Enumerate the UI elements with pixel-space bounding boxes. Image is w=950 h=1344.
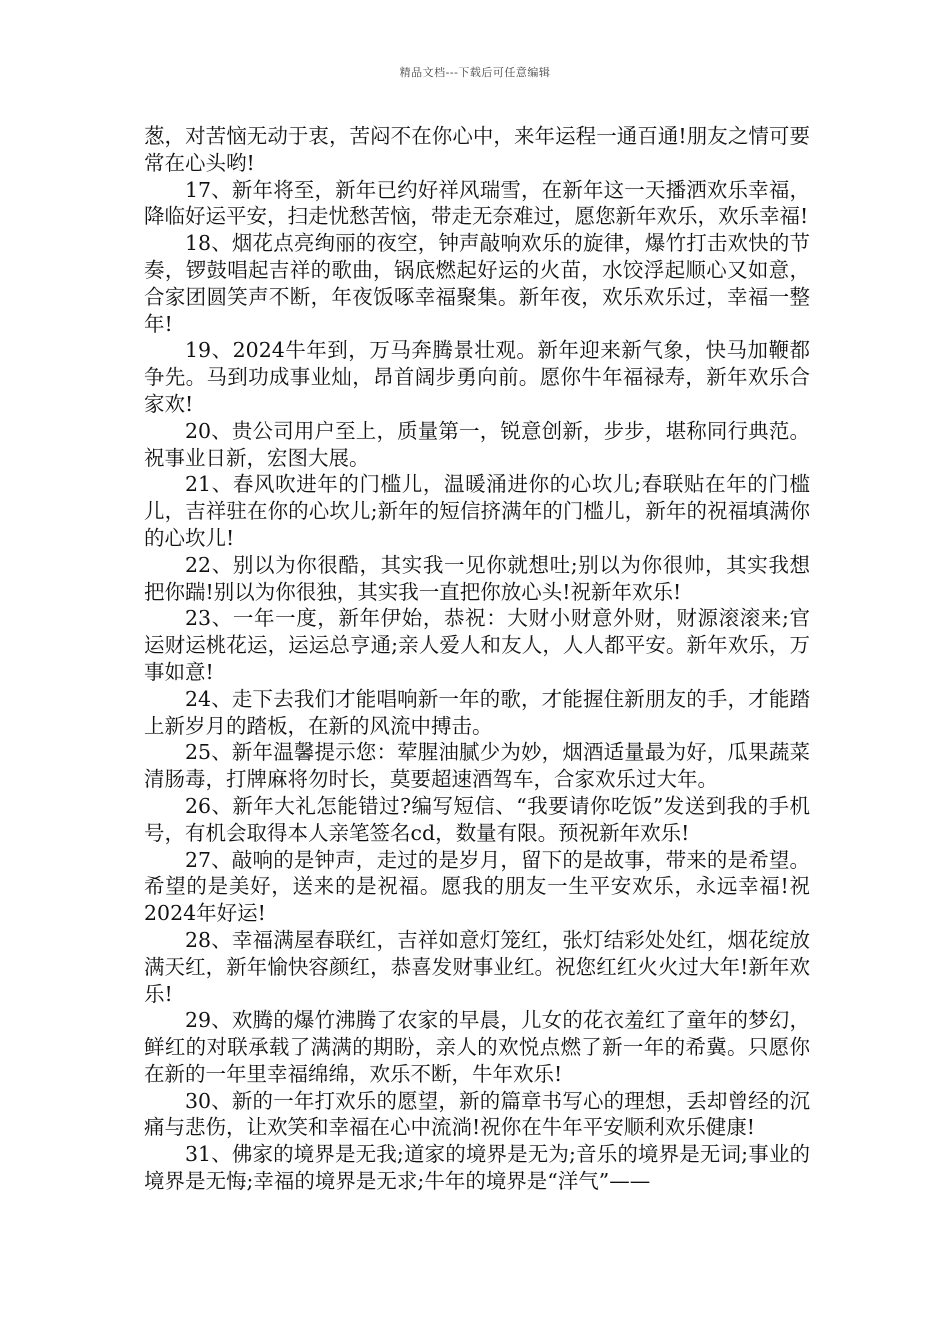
paragraph: 22、别以为你很酷，其实我一见你就想吐;别以为你很帅，其实我想把你踹!别以为你很独，其实我一直把你放心头!祝新年欢乐! (144, 552, 810, 604)
document-body (144, 123, 810, 1195)
paragraph: 21、春风吹进年的门槛儿，温暖涌进你的心坎儿;春联贴在年的门槛儿，吉祥驻在你的心坎儿;新年的短信挤满年的门槛儿，新年的祝福填满你的心坎儿! (144, 472, 810, 550)
paragraph: 27、敲响的是钟声，走过的是岁月，留下的是故事，带来的是希望。希望的是美好，送来的是祝福。愿我的朋友一生平安欢乐，永远幸福!祝2024年好运! (144, 847, 810, 926)
page-header: 精品文档---下载后可任意编辑 (399, 66, 551, 79)
paragraph: 24、走下去我们才能唱响新一年的歌，才能握住新朋友的手，才能踏上新岁月的踏板，在新的风流中搏击。 (144, 686, 810, 738)
paragraph: 31、佛家的境界是无我;道家的境界是无为;音乐的境界是无词;事业的境界是无悔;幸福的境界是无求;牛年的境界是“洋气”—— (144, 1142, 810, 1194)
paragraph: 19、2024牛年到，万马奔腾景壮观。新年迎来新气象，快马加鞭都争先。马到功成事业灿，昂首阔步勇向前。愿你牛年福禄寿，新年欢乐合家欢! (144, 338, 810, 416)
paragraph: 28、幸福满屋春联红，吉祥如意灯笼红，张灯结彩处处红，烟花绽放满天红，新年愉快容颜红，恭喜发财事业红。祝您红红火火过大年!新年欢乐! (144, 927, 810, 1006)
paragraph: 29、欢腾的爆竹沸腾了农家的早晨，儿女的花衣羞红了童年的梦幻，鲜红的对联承载了满满的期盼，亲人的欢悦点燃了新一年的希冀。只愿你在新的一年里幸福绵绵，欢乐不断，牛年欢乐! (144, 1008, 810, 1086)
paragraph: 20、贵公司用户至上，质量第一，锐意创新，步步，堪称同行典范。祝事业日新，宏图大展。 (144, 418, 810, 470)
paragraph: 26、新年大礼怎能错过?编写短信、“我要请你吃饭”发送到我的手机号，有机会取得本人亲笔签名cd，数量有限。预祝新年欢乐! (144, 793, 810, 845)
paragraph: 25、新年温馨提示您：荤腥油腻少为妙，烟酒适量最为好，瓜果蔬菜清肠毒，打牌麻将勿时长，莫要超速酒驾车，合家欢乐过大年。 (144, 740, 810, 792)
paragraph: 18、烟花点亮绚丽的夜空，钟声敲响欢乐的旋律，爆竹打击欢快的节奏，锣鼓唱起吉祥的歌曲，锅底燃起好运的火苗，水饺浮起顺心又如意，合家团圆笑声不断，年夜饭啄幸福聚集。新年夜，欢乐欢乐过，幸福一整年! (144, 231, 810, 336)
paragraph: 23、一年一度，新年伊始，恭祝：大财小财意外财，财源滚滚来;官运财运桃花运，运运总亨通;亲人爱人和友人，人人都平安。新年欢乐，万事如意! (144, 606, 810, 684)
paragraph: 17、新年将至，新年已约好祥风瑞雪，在新年这一天播洒欢乐幸福，降临好运平安，扫走忧愁苦恼，带走无奈难过，愿您新年欢乐，欢乐幸福! (144, 177, 810, 229)
paragraph: 葱，对苦恼无动于衷，苦闷不在你心中，来年运程一通百通!朋友之情可要常在心头哟! (144, 124, 810, 175)
paragraph: 30、新的一年打欢乐的愿望，新的篇章书写心的理想，丢却曾经的沉痛与悲伤，让欢笑和幸福在心中流淌!祝你在牛年平安顺利欢乐健康! (144, 1088, 810, 1140)
